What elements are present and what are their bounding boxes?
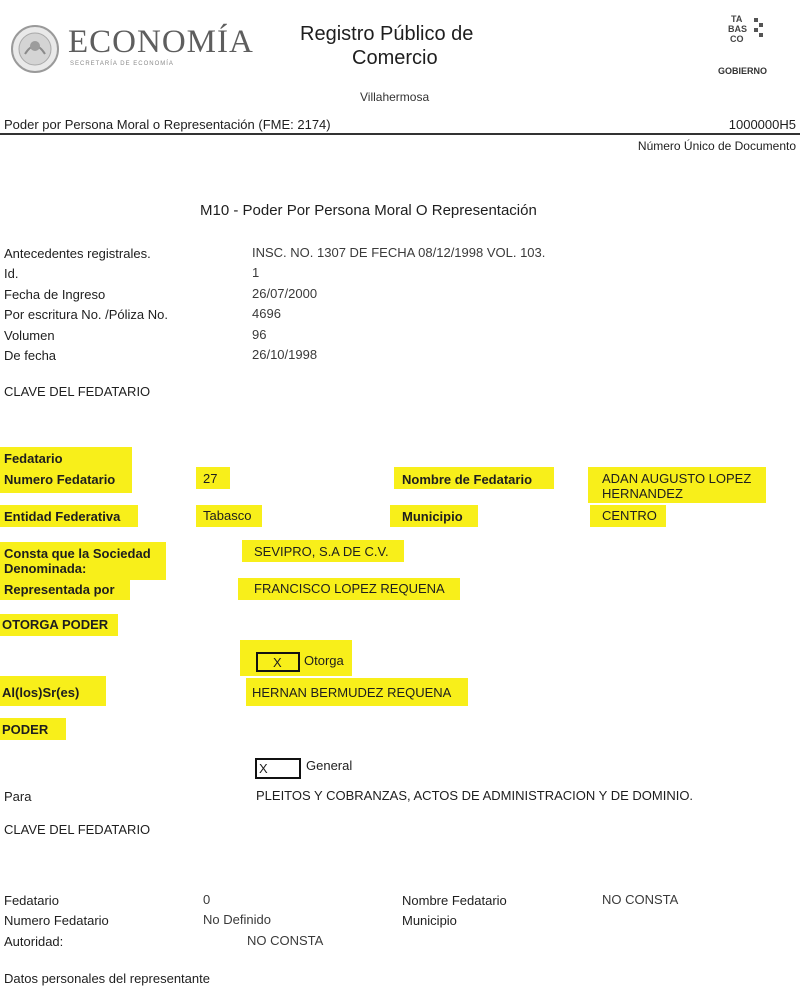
- section-title: M10 - Poder Por Persona Moral O Representación: [200, 202, 537, 219]
- economia-logo: [10, 22, 260, 76]
- nombre-fedatario-2-value: NO CONSTA: [602, 892, 679, 907]
- fecha-ingreso-label: Fecha de Ingreso: [4, 287, 106, 302]
- datos-personales-heading: Datos personales del representante: [4, 971, 210, 986]
- para-value: PLEITOS Y COBRANZAS, ACTOS DE ADMINISTRACION Y DE DOMINIO.: [256, 788, 694, 803]
- logo-text: ECONOMÍA: [68, 24, 254, 60]
- numero-fedatario-2-value: No Definido: [203, 912, 271, 927]
- tabasco-squares-icon: [754, 18, 764, 40]
- nombre-fedatario-label: Nombre de Fedatario: [402, 472, 533, 487]
- representada-label: Representada por: [4, 582, 115, 597]
- nombre-fedatario-2-label: Nombre Fedatario: [402, 893, 507, 908]
- para-label: Para: [4, 789, 32, 804]
- divider: [0, 133, 800, 135]
- doc-number-caption: Número Único de Documento: [637, 139, 796, 153]
- nombre-fedatario-value-line2: HERNANDEZ: [602, 486, 683, 501]
- id-label: Id.: [4, 266, 19, 281]
- numero-fedatario-label: Numero Fedatario: [4, 472, 116, 487]
- doc-type: Poder por Persona Moral o Representación (FME: 2174): [4, 117, 331, 132]
- entidad-federativa-label: Entidad Federativa: [4, 509, 121, 524]
- general-checkbox-mark: X: [259, 761, 268, 776]
- tabasco-logo-line2: BAS: [728, 24, 748, 34]
- logo-subtitle: SECRETARÍA DE ECONOMÍA: [70, 61, 174, 67]
- tabasco-logo-line3: CO: [730, 34, 744, 44]
- volumen-label: Volumen: [4, 328, 55, 343]
- general-label: General: [306, 758, 353, 773]
- header-title-line2: Comercio: [352, 47, 438, 69]
- escritura-value: 4696: [252, 306, 281, 321]
- poder-heading: PODER: [2, 722, 49, 737]
- clave-fedatario-heading-2: CLAVE DEL FEDATARIO: [4, 822, 151, 837]
- antecedentes-label: Antecedentes registrales.: [4, 246, 151, 261]
- alsres-value: HERNAN BERMUDEZ REQUENA: [252, 685, 452, 700]
- escritura-label: Por escritura No. /Póliza No.: [4, 307, 169, 322]
- sociedad-label-line2: Denominada:: [4, 561, 87, 576]
- fedatario-label: Fedatario: [4, 451, 63, 466]
- sociedad-value: SEVIPRO, S.A DE C.V.: [254, 544, 389, 559]
- antecedentes-value: INSC. NO. 1307 DE FECHA 08/12/1998 VOL. 103.: [252, 245, 546, 260]
- header-title-line1: Registro Público de: [300, 23, 474, 45]
- de-fecha-label: De fecha: [4, 348, 57, 363]
- numero-fedatario-2-label: Numero Fedatario: [4, 913, 109, 928]
- entidad-federativa-value: Tabasco: [203, 508, 252, 523]
- municipio-label: Municipio: [402, 509, 463, 524]
- nombre-fedatario-value-line1: ADAN AUGUSTO LOPEZ: [602, 471, 752, 486]
- de-fecha-value: 26/10/1998: [252, 347, 318, 362]
- sociedad-label-line1: Consta que la Sociedad: [4, 546, 151, 561]
- otorga-poder-heading: OTORGA PODER: [2, 617, 109, 632]
- header-city: Villahermosa: [360, 90, 430, 104]
- clave-fedatario-heading: CLAVE DEL FEDATARIO: [4, 384, 151, 399]
- seal-icon: [10, 24, 60, 74]
- autoridad-label: Autoridad:: [4, 934, 64, 949]
- fedatario-2-label: Fedatario: [4, 893, 59, 908]
- id-value: 1: [252, 265, 260, 280]
- tabasco-logo-line1: TA: [731, 14, 743, 24]
- representada-value: FRANCISCO LOPEZ REQUENA: [254, 581, 445, 596]
- autoridad-value: NO CONSTA: [247, 933, 324, 948]
- numero-fedatario-value: 27: [203, 471, 218, 486]
- municipio-value: CENTRO: [602, 508, 657, 523]
- fedatario-2-value: 0: [203, 892, 211, 907]
- doc-number: 1000000H5: [728, 117, 796, 132]
- volumen-value: 96: [252, 327, 267, 342]
- municipio-2-label: Municipio: [402, 913, 457, 928]
- tabasco-gov-logo: [718, 14, 778, 78]
- otorga-checkbox-mark: X: [273, 655, 282, 670]
- fecha-ingreso-value: 26/07/2000: [252, 286, 318, 301]
- alsres-label: Al(los)Sr(es): [2, 685, 80, 700]
- otorga-label: Otorga: [304, 653, 344, 668]
- tabasco-logo-sub: GOBIERNO: [718, 66, 768, 76]
